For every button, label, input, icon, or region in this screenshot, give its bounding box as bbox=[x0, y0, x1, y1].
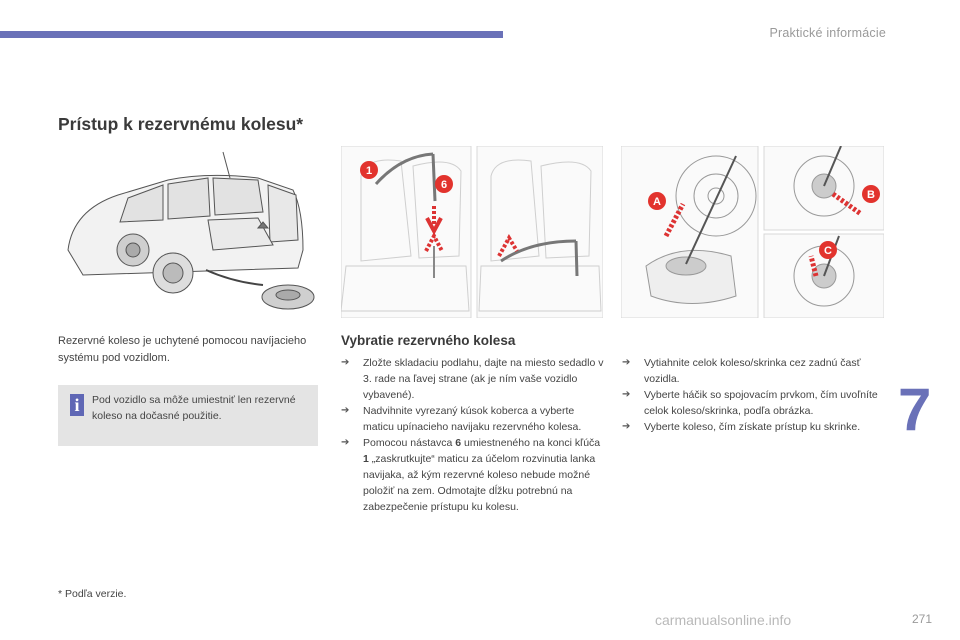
badge-label-1: 1 bbox=[365, 165, 373, 177]
car-spare-wheel-illustration bbox=[58, 150, 318, 315]
badge-label-c: C bbox=[824, 245, 832, 257]
badge-label-6: 6 bbox=[440, 179, 448, 191]
bullet-arrow-icon: ➔ bbox=[341, 357, 350, 368]
page-number: 271 bbox=[911, 612, 932, 626]
removal-steps-list-1 bbox=[341, 355, 606, 515]
wheel-winch-illustration bbox=[621, 146, 884, 318]
page-title: Prístup k rezervnému kolesu* bbox=[58, 114, 304, 134]
bullet-arrow-icon: ➔ bbox=[341, 405, 350, 416]
info-icon: i bbox=[70, 394, 84, 416]
intro-text: Rezervné koleso je uchytené pomocou navíjacieho systému pod vozidlom. bbox=[58, 335, 307, 364]
bullet-arrow-icon: ➔ bbox=[622, 389, 631, 400]
list-item: ➔ Nadvihnite vyrezaný kúsok koberca a vyberte maticu upínacieho navijaku rezervného kolesa. bbox=[341, 405, 582, 433]
watermark-text: carmanualsonline.info bbox=[655, 612, 792, 628]
removal-steps-list-2 bbox=[622, 355, 884, 435]
list-item: ➔ Pomocou nástavca 6 umiestneného na konci kľúča 1 „zaskrutkujte“ maticu za účelom rozvinutia lanka navijaka, až kým rezervné koleso nebude možné položiť na zem. Odmotajte dĺžku potrebnú na zabezpečenie prístupu ku kolesu. bbox=[341, 437, 601, 513]
chapter-number: 7 bbox=[898, 376, 932, 443]
bullet-arrow-icon: ➔ bbox=[341, 437, 350, 448]
list-item: ➔ Vyberte háčik so spojovacím prvkom, čím uvoľníte celok koleso/skrinka, podľa obrázka. bbox=[622, 389, 878, 417]
footnote: * Podľa verzie. bbox=[58, 588, 127, 600]
section-title: Praktické informácie bbox=[769, 26, 886, 40]
info-box-text: Pod vozidlo sa môže umiestniť len rezervné koleso na dočasné použitie. bbox=[92, 394, 296, 422]
list-item: ➔ Zložte skladaciu podlahu, dajte na miesto sedadlo v 3. rade na ľavej strane (ak je ním vaše vozidlo vybavené). bbox=[341, 357, 604, 401]
list-item: ➔ Vyberte koleso, čím získate prístup ku skrinke. bbox=[622, 421, 861, 433]
bullet-arrow-icon: ➔ bbox=[622, 421, 631, 432]
trunk-floor-illustration bbox=[341, 146, 603, 318]
list-item: ➔ Vytiahnite celok koleso/skrinka cez zadnú časť vozidla. bbox=[622, 357, 861, 385]
section-subtitle: Vybratie rezervného kolesa bbox=[341, 333, 516, 348]
badge-label-a: A bbox=[653, 196, 661, 208]
header-accent-bar bbox=[0, 31, 503, 38]
info-box bbox=[58, 385, 318, 446]
badge-label-b: B bbox=[867, 189, 875, 201]
bullet-arrow-icon: ➔ bbox=[622, 357, 631, 368]
